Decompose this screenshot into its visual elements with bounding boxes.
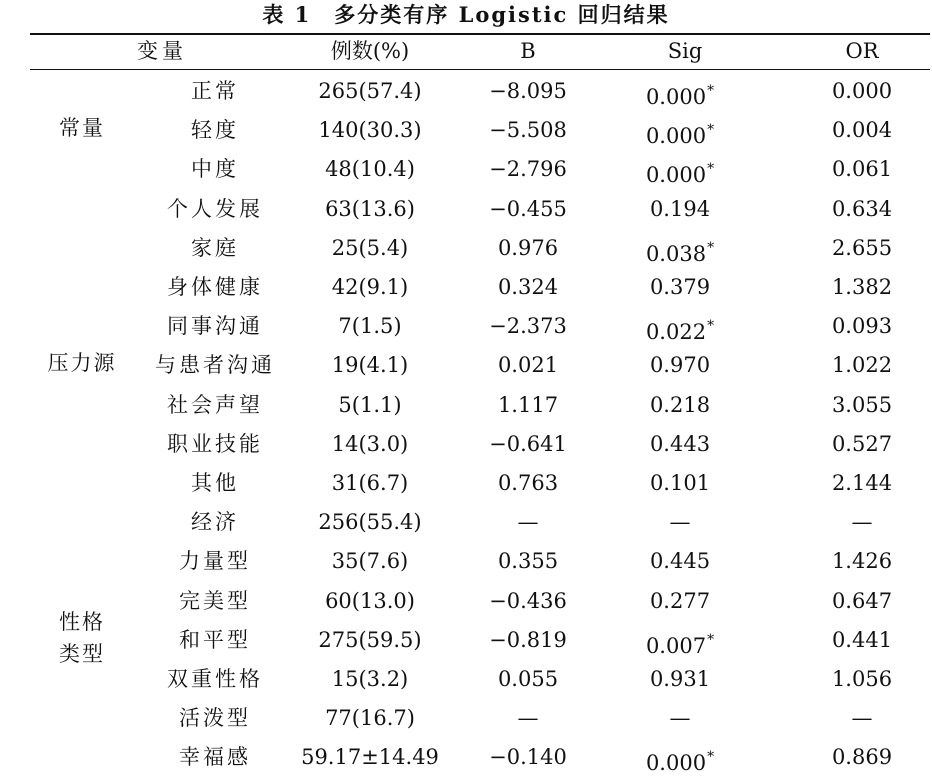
row-sig-text: 0.931: [649, 667, 711, 691]
row-sig: [650, 665, 710, 693]
row-count: [338, 391, 401, 419]
group-label-stress: 压力源: [47, 351, 117, 375]
table-row: [0, 386, 932, 425]
row-variable-text: 轻度: [191, 118, 239, 143]
row-sig: [650, 273, 710, 301]
header-sig: Sig: [667, 39, 703, 63]
row-variable: [191, 469, 239, 497]
row-b-text: −0.641: [489, 431, 567, 456]
row-variable-text: 幸福感: [179, 745, 251, 770]
row-variable: [167, 195, 263, 223]
row-count-text: 77(16.7): [325, 706, 415, 731]
row-variable-text: 力量型: [179, 549, 251, 574]
row-sig-text: 0.007: [645, 633, 707, 658]
table-row: [0, 346, 932, 385]
header-variable: 变量: [137, 39, 187, 63]
row-count-text: 59.17±14.49: [301, 745, 439, 770]
row-variable-text: 其他: [191, 471, 239, 495]
row-count: [301, 743, 439, 771]
row-or-text: 0.061: [831, 157, 893, 182]
header-rule: [30, 69, 930, 70]
row-b: [518, 704, 539, 732]
row-count-text: 48(10.4): [325, 157, 415, 182]
row-count: [332, 665, 409, 693]
table-row: [0, 621, 932, 660]
row-b: [498, 665, 558, 693]
row-or: [832, 430, 892, 458]
row-b-text: —: [517, 510, 539, 535]
row-variable: [179, 743, 251, 771]
row-sig-text: 0.000: [645, 163, 707, 188]
row-variable: [167, 312, 263, 340]
row-count-text: 31(6.7): [331, 471, 409, 495]
row-b: [498, 351, 558, 379]
row-or-text: 0.000: [831, 79, 893, 103]
row-count: [332, 469, 409, 497]
row-or: [832, 743, 892, 771]
row-b: [489, 743, 567, 771]
row-sig: [646, 626, 714, 660]
row-or-text: 2.144: [831, 471, 893, 495]
row-b: [498, 234, 558, 262]
row-sig-text: 0.000: [645, 124, 707, 149]
header-or: OR: [845, 39, 879, 63]
row-sig-text: 0.000: [645, 85, 707, 109]
table-row: [0, 738, 932, 777]
table-row: [0, 503, 932, 542]
row-sig: [650, 351, 710, 379]
significance-star: *: [707, 749, 715, 766]
row-b-text: 0.355: [497, 549, 559, 574]
row-sig: [646, 77, 714, 111]
significance-star: *: [707, 83, 715, 99]
row-b-text: 0.021: [497, 353, 559, 378]
row-variable-text: 职业技能: [167, 431, 263, 456]
row-variable-text: 身体健康: [167, 275, 263, 299]
header-count: 例数(%): [330, 39, 410, 63]
row-b: [489, 116, 567, 144]
row-b-text: 0.976: [497, 235, 559, 260]
row-or: [832, 234, 892, 262]
row-or-text: 3.055: [831, 392, 893, 417]
row-variable-text: 同事沟通: [167, 314, 263, 339]
row-b-text: 0.763: [497, 471, 559, 495]
row-or: [832, 116, 892, 144]
row-sig: [650, 391, 710, 419]
row-b: [489, 77, 567, 105]
row-b: [498, 547, 558, 575]
row-sig: [646, 155, 714, 189]
row-count-text: 140(30.3): [318, 118, 422, 143]
row-or-text: 0.869: [831, 745, 893, 770]
row-count-text: 5(1.1): [338, 392, 402, 417]
row-b-text: 0.055: [497, 667, 559, 691]
row-b: [498, 469, 558, 497]
row-sig-text: 0.277: [649, 588, 711, 613]
group-label-personality-line2: 类型: [59, 642, 105, 666]
row-variable-text: 正常: [191, 79, 239, 103]
row-variable: [191, 234, 239, 262]
group-label-constant: 常量: [59, 116, 105, 140]
table-row: [0, 464, 932, 503]
row-count: [332, 273, 409, 301]
row-b-text: −0.436: [489, 588, 567, 613]
row-sig: [650, 430, 710, 458]
table-row: [0, 229, 932, 268]
row-b: [489, 430, 567, 458]
table-caption: 表 1 多分类有序 Logistic 回归结果: [262, 2, 670, 27]
row-or-text: 0.093: [831, 314, 893, 339]
row-b-text: 1.117: [497, 392, 559, 417]
row-count: [332, 430, 409, 458]
row-or-text: 1.426: [831, 549, 893, 574]
row-sig: [646, 234, 714, 268]
row-sig-text: 0.445: [649, 549, 711, 574]
row-count-text: 19(4.1): [331, 353, 409, 378]
row-b: [489, 312, 567, 340]
row-or: [832, 547, 892, 575]
row-count: [325, 155, 415, 183]
row-count: [332, 351, 409, 379]
row-sig: [650, 469, 710, 497]
row-variable: [191, 508, 239, 536]
row-sig: [646, 312, 714, 346]
table-row: [0, 425, 932, 464]
row-count: [325, 704, 415, 732]
row-b: [498, 391, 558, 419]
row-b: [489, 195, 567, 223]
row-variable-text: 经济: [191, 510, 239, 535]
row-or-text: —: [851, 510, 873, 535]
row-count-text: 25(5.4): [331, 235, 409, 260]
row-variable-text: 社会声望: [167, 392, 263, 417]
row-sig-text: 0.443: [649, 431, 711, 456]
row-count-text: 275(59.5): [318, 627, 422, 652]
row-sig-text: 0.218: [649, 392, 711, 417]
row-sig: [670, 704, 691, 732]
table-row: [0, 72, 932, 111]
row-sig-text: 0.379: [649, 275, 711, 299]
row-variable: [179, 704, 251, 732]
row-b: [489, 587, 567, 615]
row-sig-text: 0.022: [645, 320, 707, 345]
row-variable-text: 活泼型: [179, 706, 251, 731]
row-sig-text: 0.970: [649, 353, 711, 378]
row-sig-text: 0.194: [649, 196, 711, 221]
row-variable: [179, 587, 251, 615]
row-sig: [650, 587, 710, 615]
significance-star: *: [707, 122, 715, 139]
row-variable: [179, 626, 251, 654]
row-b: [489, 626, 567, 654]
significance-star: *: [707, 631, 715, 648]
row-or: [832, 391, 892, 419]
row-b-text: −2.373: [489, 314, 567, 339]
table-row: [0, 307, 932, 346]
table-row: [0, 268, 932, 307]
row-b: [518, 508, 539, 536]
table-row: [0, 190, 932, 229]
row-count-text: 15(3.2): [331, 667, 409, 691]
row-b: [489, 155, 567, 183]
row-count-text: 63(13.6): [325, 196, 415, 221]
row-count: [332, 547, 409, 575]
row-sig-text: —: [669, 510, 691, 535]
row-or: [832, 351, 892, 379]
row-or: [832, 273, 892, 301]
row-b-text: −5.508: [489, 118, 567, 143]
significance-star: *: [707, 239, 715, 256]
row-sig: [670, 508, 691, 536]
table-row: [0, 150, 932, 189]
row-count-text: 35(7.6): [331, 549, 409, 574]
row-count: [318, 116, 421, 144]
row-b-text: −2.796: [489, 157, 567, 182]
row-count-text: 42(9.1): [331, 275, 409, 299]
row-or-text: 2.655: [831, 235, 893, 260]
row-or-text: 1.022: [831, 353, 893, 378]
row-variable: [191, 155, 239, 183]
row-variable-text: 完美型: [179, 588, 251, 613]
row-b-text: −0.140: [489, 745, 567, 770]
row-variable: [191, 116, 239, 144]
row-or: [852, 508, 873, 536]
row-b: [498, 273, 558, 301]
table-row: [0, 542, 932, 581]
row-variable: [167, 273, 263, 301]
significance-star: *: [707, 161, 715, 178]
row-or: [832, 195, 892, 223]
row-count-text: 256(55.4): [318, 510, 422, 535]
row-count: [332, 234, 409, 262]
row-sig-text: 0.101: [649, 471, 711, 495]
row-or-text: 0.441: [831, 627, 893, 652]
row-or: [852, 704, 873, 732]
significance-star: *: [707, 318, 715, 335]
row-count: [338, 312, 401, 340]
row-variable-text: 和平型: [179, 627, 251, 652]
table-row: [0, 660, 932, 699]
row-variable: [191, 77, 239, 105]
row-or-text: 1.056: [831, 667, 893, 691]
top-rule: [30, 33, 930, 35]
row-variable-text: 家庭: [191, 235, 239, 260]
row-sig: [650, 195, 710, 223]
row-sig-text: 0.000: [645, 751, 707, 776]
row-variable: [167, 430, 263, 458]
row-sig-text: —: [669, 706, 691, 731]
row-count-text: 265(57.4): [318, 79, 422, 103]
row-variable: [167, 391, 263, 419]
row-or: [832, 469, 892, 497]
row-b-text: −0.819: [489, 627, 567, 652]
row-variable-text: 双重性格: [167, 667, 263, 691]
row-or-text: 0.647: [831, 588, 893, 613]
row-count: [318, 626, 421, 654]
row-or-text: 0.527: [831, 431, 893, 456]
row-variable-text: 与患者沟通: [155, 353, 275, 378]
row-count-text: 7(1.5): [338, 314, 402, 339]
row-variable-text: 个人发展: [167, 196, 263, 221]
row-or-text: 1.382: [831, 275, 893, 299]
row-or-text: 0.634: [831, 196, 893, 221]
table-row: [0, 111, 932, 150]
header-b: B: [520, 39, 536, 63]
row-sig-text: 0.038: [645, 241, 707, 266]
row-or-text: —: [851, 706, 873, 731]
row-or-text: 0.004: [831, 118, 893, 143]
row-count: [325, 195, 415, 223]
table-row: [0, 699, 932, 738]
row-or: [832, 155, 892, 183]
table-row: [0, 582, 932, 621]
row-sig: [650, 547, 710, 575]
row-variable: [155, 351, 275, 379]
row-variable: [167, 665, 263, 693]
row-or: [832, 665, 892, 693]
group-label-personality-line1: 性格: [59, 610, 105, 634]
row-sig: [646, 116, 714, 150]
row-count-text: 14(3.0): [331, 431, 409, 456]
row-b-text: 0.324: [497, 275, 559, 299]
row-sig: [646, 743, 714, 777]
row-b-text: −8.095: [489, 79, 567, 103]
row-or: [832, 626, 892, 654]
row-count: [318, 77, 421, 105]
row-count: [318, 508, 421, 536]
row-variable: [179, 547, 251, 575]
row-count-text: 60(13.0): [325, 588, 415, 613]
row-b-text: —: [517, 706, 539, 731]
row-or: [832, 77, 892, 105]
row-variable-text: 中度: [191, 157, 239, 182]
row-b-text: −0.455: [489, 196, 567, 221]
row-or: [832, 587, 892, 615]
row-count: [325, 587, 415, 615]
row-or: [832, 312, 892, 340]
